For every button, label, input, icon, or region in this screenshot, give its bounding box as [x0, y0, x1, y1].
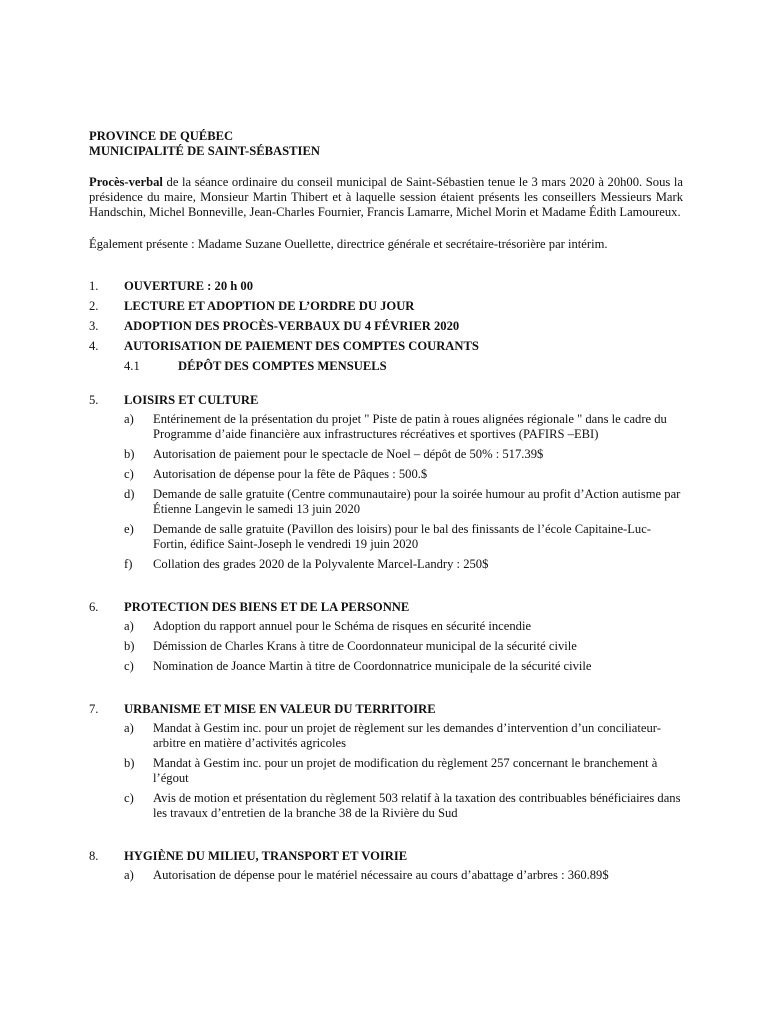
list-item — [124, 659, 683, 674]
sub-agenda-number: 4.1 — [124, 359, 140, 373]
section-title: URBANISME ET MISE EN VALEUR DU TERRITOIRE — [124, 702, 436, 716]
section-items — [124, 412, 683, 572]
item-text: Mandat à Gestim inc. pour un projet de modification du règlement 257 concernant le branchement à l’égout — [153, 756, 658, 785]
agenda-number: 3. — [89, 319, 99, 333]
item-text: Entérinement de la présentation du projet " Piste de patin à roues alignées régionale " dans le cadre du Programme d’aide financière aux infrastructures récréatives et sportives (PAFIRS –EBI) — [153, 412, 667, 441]
agenda-item — [89, 339, 683, 359]
item-text: Autorisation de dépense pour la fête de Pâques : 500.$ — [153, 467, 428, 481]
section-hygiene — [89, 849, 683, 883]
section-title-row — [89, 600, 683, 619]
section-number: 8. — [89, 849, 99, 863]
sub-agenda-item — [124, 359, 683, 381]
item-text: Demande de salle gratuite (Pavillon des loisirs) pour le bal des finissants de l’école Capitaine-Luc-Fortin, édifice Saint-Joseph le vendredi 19 juin 2020 — [153, 522, 652, 551]
list-item — [124, 522, 683, 552]
list-item — [124, 412, 683, 442]
section-title: HYGIÈNE DU MILIEU, TRANSPORT ET VOIRIE — [124, 849, 408, 863]
item-text: Mandat à Gestim inc. pour un projet de règlement sur les demandes d’intervention d’un conciliateur-arbitre en matière d’activités agricoles — [153, 721, 661, 750]
section-number: 6. — [89, 600, 99, 614]
item-text: Nomination de Joance Martin à titre de Coordonnatrice municipale de la sécurité civile — [153, 659, 592, 673]
agenda-item — [89, 319, 683, 339]
section-number: 7. — [89, 702, 99, 716]
present-paragraph: Également présente : Madame Suzane Ouellette, directrice générale et secrétaire-trésorière par intérim. — [89, 237, 608, 251]
item-text: Collation des grades 2020 de la Polyvalente Marcel-Landry : 250$ — [153, 557, 489, 571]
section-items — [124, 721, 683, 821]
item-text: Démission de Charles Krans à titre de Coordonnateur municipal de la sécurité civile — [153, 639, 577, 653]
list-item — [124, 756, 683, 786]
section-items — [124, 868, 683, 883]
item-letter: b) — [124, 447, 135, 461]
section-title-row — [89, 849, 683, 868]
list-item — [124, 639, 683, 654]
item-text: Adoption du rapport annuel pour le Schéma de risques en sécurité incendie — [153, 619, 532, 633]
section-title: LOISIRS ET CULTURE — [124, 393, 259, 407]
item-letter: c) — [124, 659, 134, 673]
item-letter: c) — [124, 467, 134, 481]
agenda-title: LECTURE ET ADOPTION DE L’ORDRE DU JOUR — [124, 299, 415, 313]
agenda-item — [89, 299, 683, 319]
intro-lead: Procès-verbal — [89, 175, 163, 189]
item-letter: a) — [124, 412, 134, 426]
item-letter: d) — [124, 487, 135, 501]
list-item — [124, 557, 683, 572]
agenda-title: ADOPTION DES PROCÈS-VERBAUX DU 4 FÉVRIER 2020 — [124, 319, 460, 333]
province-heading: PROVINCE DE QUÉBEC — [89, 129, 234, 143]
list-item — [124, 487, 683, 517]
list-item — [124, 868, 683, 883]
item-text: Autorisation de paiement pour le spectacle de Noel – dépôt de 50% : 517.39$ — [153, 447, 544, 461]
sub-agenda-title: DÉPÔT DES COMPTES MENSUELS — [178, 359, 387, 373]
list-item — [124, 721, 683, 751]
agenda-number: 4. — [89, 339, 99, 353]
section-title-row — [89, 702, 683, 721]
intro-paragraph — [89, 175, 683, 220]
agenda-item — [89, 279, 683, 299]
section-items — [124, 619, 683, 674]
list-item — [124, 619, 683, 634]
section-urbanisme — [89, 702, 683, 821]
section-number: 5. — [89, 393, 99, 407]
agenda-title: OUVERTURE : 20 h 00 — [124, 279, 254, 293]
agenda-list — [89, 279, 683, 381]
list-item — [124, 791, 683, 821]
item-text: Autorisation de dépense pour le matériel nécessaire au cours d’abattage d’arbres : 360.89$ — [153, 868, 609, 882]
item-letter: c) — [124, 791, 134, 805]
section-protection — [89, 600, 683, 674]
item-text: Avis de motion et présentation du règlement 503 relatif à la taxation des contribuables bénéficiaires dans les travaux d’entretien de la branche 38 de la Rivière du Sud — [153, 791, 681, 820]
item-letter: b) — [124, 756, 135, 770]
item-letter: a) — [124, 721, 134, 735]
section-loisirs — [89, 393, 683, 572]
municipality-heading: MUNICIPALITÉ DE SAINT-SÉBASTIEN — [89, 144, 320, 158]
list-item — [124, 447, 683, 462]
item-letter: a) — [124, 619, 134, 633]
section-title-row — [89, 393, 683, 412]
agenda-number: 1. — [89, 279, 99, 293]
item-letter: e) — [124, 522, 134, 536]
section-title: PROTECTION DES BIENS ET DE LA PERSONNE — [124, 600, 410, 614]
item-letter: f) — [124, 557, 133, 571]
agenda-title: AUTORISATION DE PAIEMENT DES COMPTES COURANTS — [124, 339, 479, 353]
agenda-number: 2. — [89, 299, 99, 313]
intro-body: de la séance ordinaire du conseil municipal de Saint-Sébastien tenue le 3 mars 2020 à 20h00. Sous la présidence du maire, Monsieur Martin Thibert et à laquelle session étaient présents les conseillers Messieurs Mark Handschin, Michel Bonneville, Jean-Charles Fournier, Francis Lamarre, Michel Morin et Madame Édith Lamoureux. — [89, 175, 683, 219]
item-letter: b) — [124, 639, 135, 653]
minutes-document — [89, 129, 683, 888]
item-letter: a) — [124, 868, 134, 882]
item-text: Demande de salle gratuite (Centre communautaire) pour la soirée humour au profit d’Action autisme par Étienne Langevin le samedi 13 juin 2020 — [153, 487, 681, 516]
list-item — [124, 467, 683, 482]
